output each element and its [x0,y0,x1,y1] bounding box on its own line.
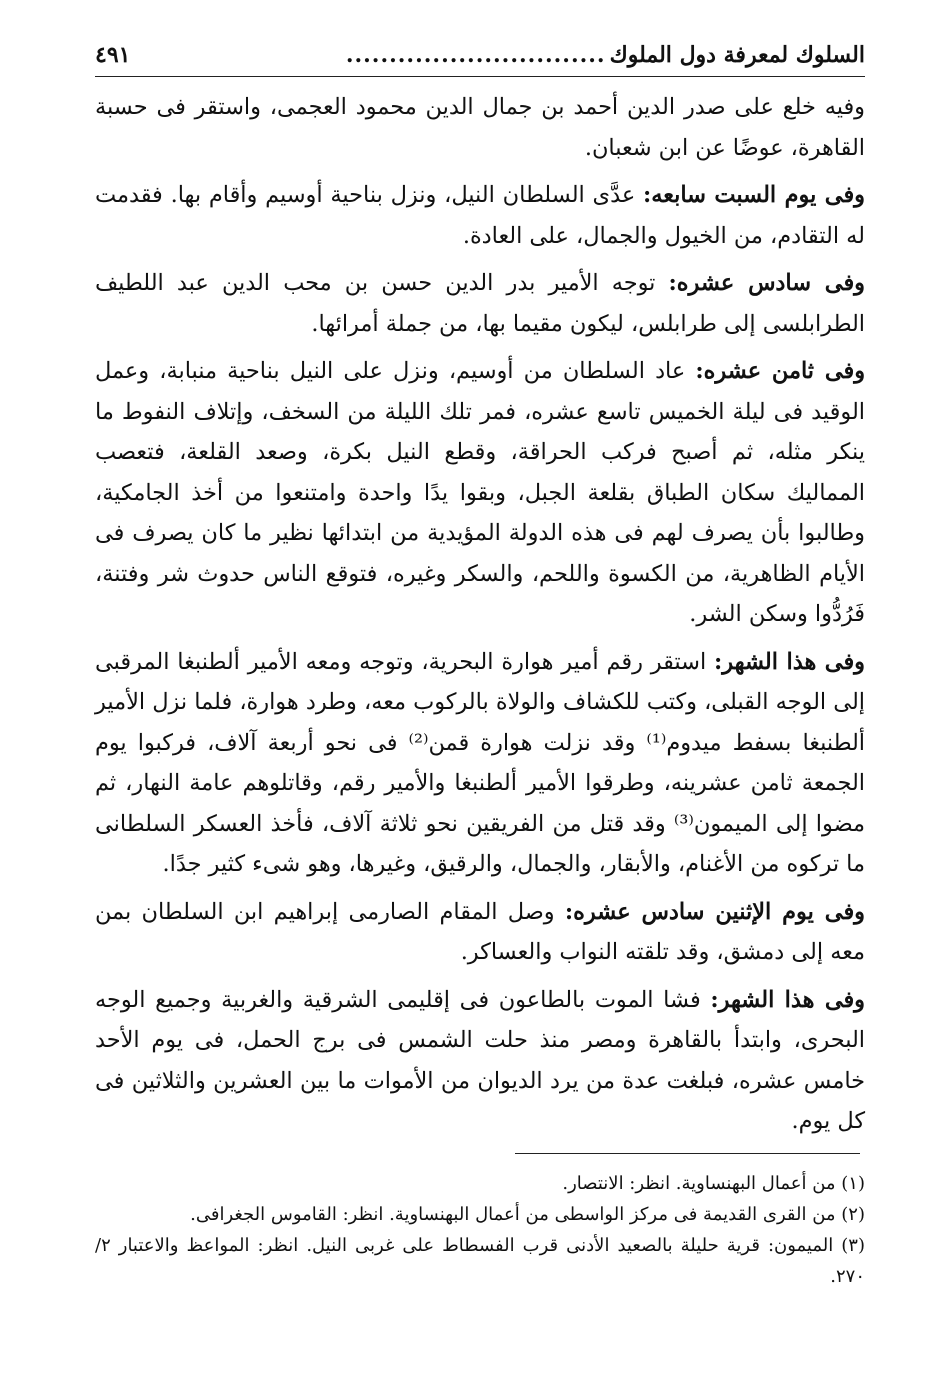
header-leader-dots: .............................. [345,42,606,68]
paragraph-lead: وفى ثامن عشره: [695,358,866,384]
paragraph-7 [95,980,865,1142]
paragraph-lead: وفى يوم الإثنين سادس عشره: [564,898,865,925]
paragraph-text: توجه الأمير بدر الدين حسن بن محب الدين عبد اللطيف الطرابلسى إلى طرابلس، ليكون مقيما بها، من جملة أمرائها. [95,270,865,337]
footnote-3: (٣) الميمون: قرية حليلة بالصعيد الأدنى قرب الفسطاط على غربى النيل. انظر: المواعظ والاعتبار ٢/ ٢٧٠. [95,1235,865,1287]
running-title: السلوك لمعرفة دول الملوك [609,42,865,68]
footnote-separator [515,1153,860,1154]
page-header [95,38,865,77]
book-page [95,38,865,1149]
paragraph-lead: وفى هذا الشهر: [710,986,865,1013]
paragraph-text: عاد السلطان من أوسيم، ونزل على النيل بناحية منبابة، وعمل الوقيد فى ليلة الخميس تاسع عشره، فمر تلك الليلة من السخف، وإتلاف النفوط ما ينكر مثله، ثم أصبح فركب الحراقة، وقطع النيل بكرة، وصعد القلعة، فتعصب المماليك سكان الطباق بقلعة الجبل، وبقوا يدًا واحدة وامتنعوا من أخذ الجامكية، وطالبوا بأن يصرف لهم فى هذه الدولة المؤيدية من ابتدائها نظير ما كان يصرف فى الأيام الظاهرية، من الكسوة واللحم، والسكر وغيره، فتوقع الناس حدوث شر وفتنة، فَرُدُّوا وسكن الشر. [95,358,865,627]
paragraph-lead: وفى هذا الشهر: [714,648,865,675]
paragraph-5 [95,642,865,885]
paragraph-text: فشا الموت بالطاعون فى إقليمى الشرقية والغربية وجميع الوجه البحرى، وابتدأ بالقاهرة ومصر منذ حلت الشمس فى برج الحمل، فى يوم الأحد خامس عشره، فبلغت عدة من يرد الديوان من الأموات ما بين العشرين والثلاثين فى كل يوم. [95,986,865,1134]
footnotes [95,1168,865,1292]
paragraph-text: استقر رقم أمير هوارة البحرية، وتوجه ومعه الأمير ألطنبغا المرقبى إلى الوجه القبلى، وكتب للكشاف والولاة بالركوب معه، وطرد هوارة، فلما نزل الأمير ألطنبغا بسفط ميدوم⁽¹⁾ وقد نزلت هوارة قمن⁽²⁾ فى نحو أربعة آلاف، فركبوا يوم الجمعة ثامن عشرينه، وطرقوا الأمير ألطنبغا والأمير رقم، وقاتلوهم عامة النهار، ثم مضوا إلى الميمون⁽³⁾ وقد قتل من الفريقين نحو ثلاثة آلاف، فأخذ العسكر السلطانى ما تركوه من الأغنام، والأبقار، والجمال، والرقيق، وغيرها، وهو شىء كثير جدًا. [95,648,866,877]
paragraph-text: وصل المقام الصارمى إبراهيم ابن السلطان بمن معه إلى دمشق، وقد تلقته النواب والعساكر. [95,898,865,965]
footnote-1: (١) من أعمال البهنساوية. انظر: الانتصار. [562,1173,865,1194]
body-text [95,87,865,1142]
paragraph-text: وفيه خلع على صدر الدين أحمد بن جمال الدين محمود العجمى، واستقر فى حسبة القاهرة، عوضًا عن ابن شعبان. [95,94,865,161]
paragraph-2 [95,175,865,256]
paragraph-lead: وفى يوم السبت سابعه: [643,182,865,208]
paragraph-6 [95,892,865,973]
paragraph-text: عدَّى السلطان النيل، ونزل بناحية أوسيم وأقام بها. فقدمت له التقادم، من الخيول والجمال، على العادة. [95,182,865,249]
paragraph-lead: وفى سادس عشره: [668,270,865,296]
footnote-2: (٢) من القرى القديمة فى مركز الواسطى من أعمال البهنساوية. انظر: القاموس الجغرافى. [190,1204,865,1225]
paragraph-1 [95,87,865,168]
page-number: ٤٩١ [95,42,131,68]
paragraph-4 [95,351,865,635]
paragraph-3 [95,263,865,344]
